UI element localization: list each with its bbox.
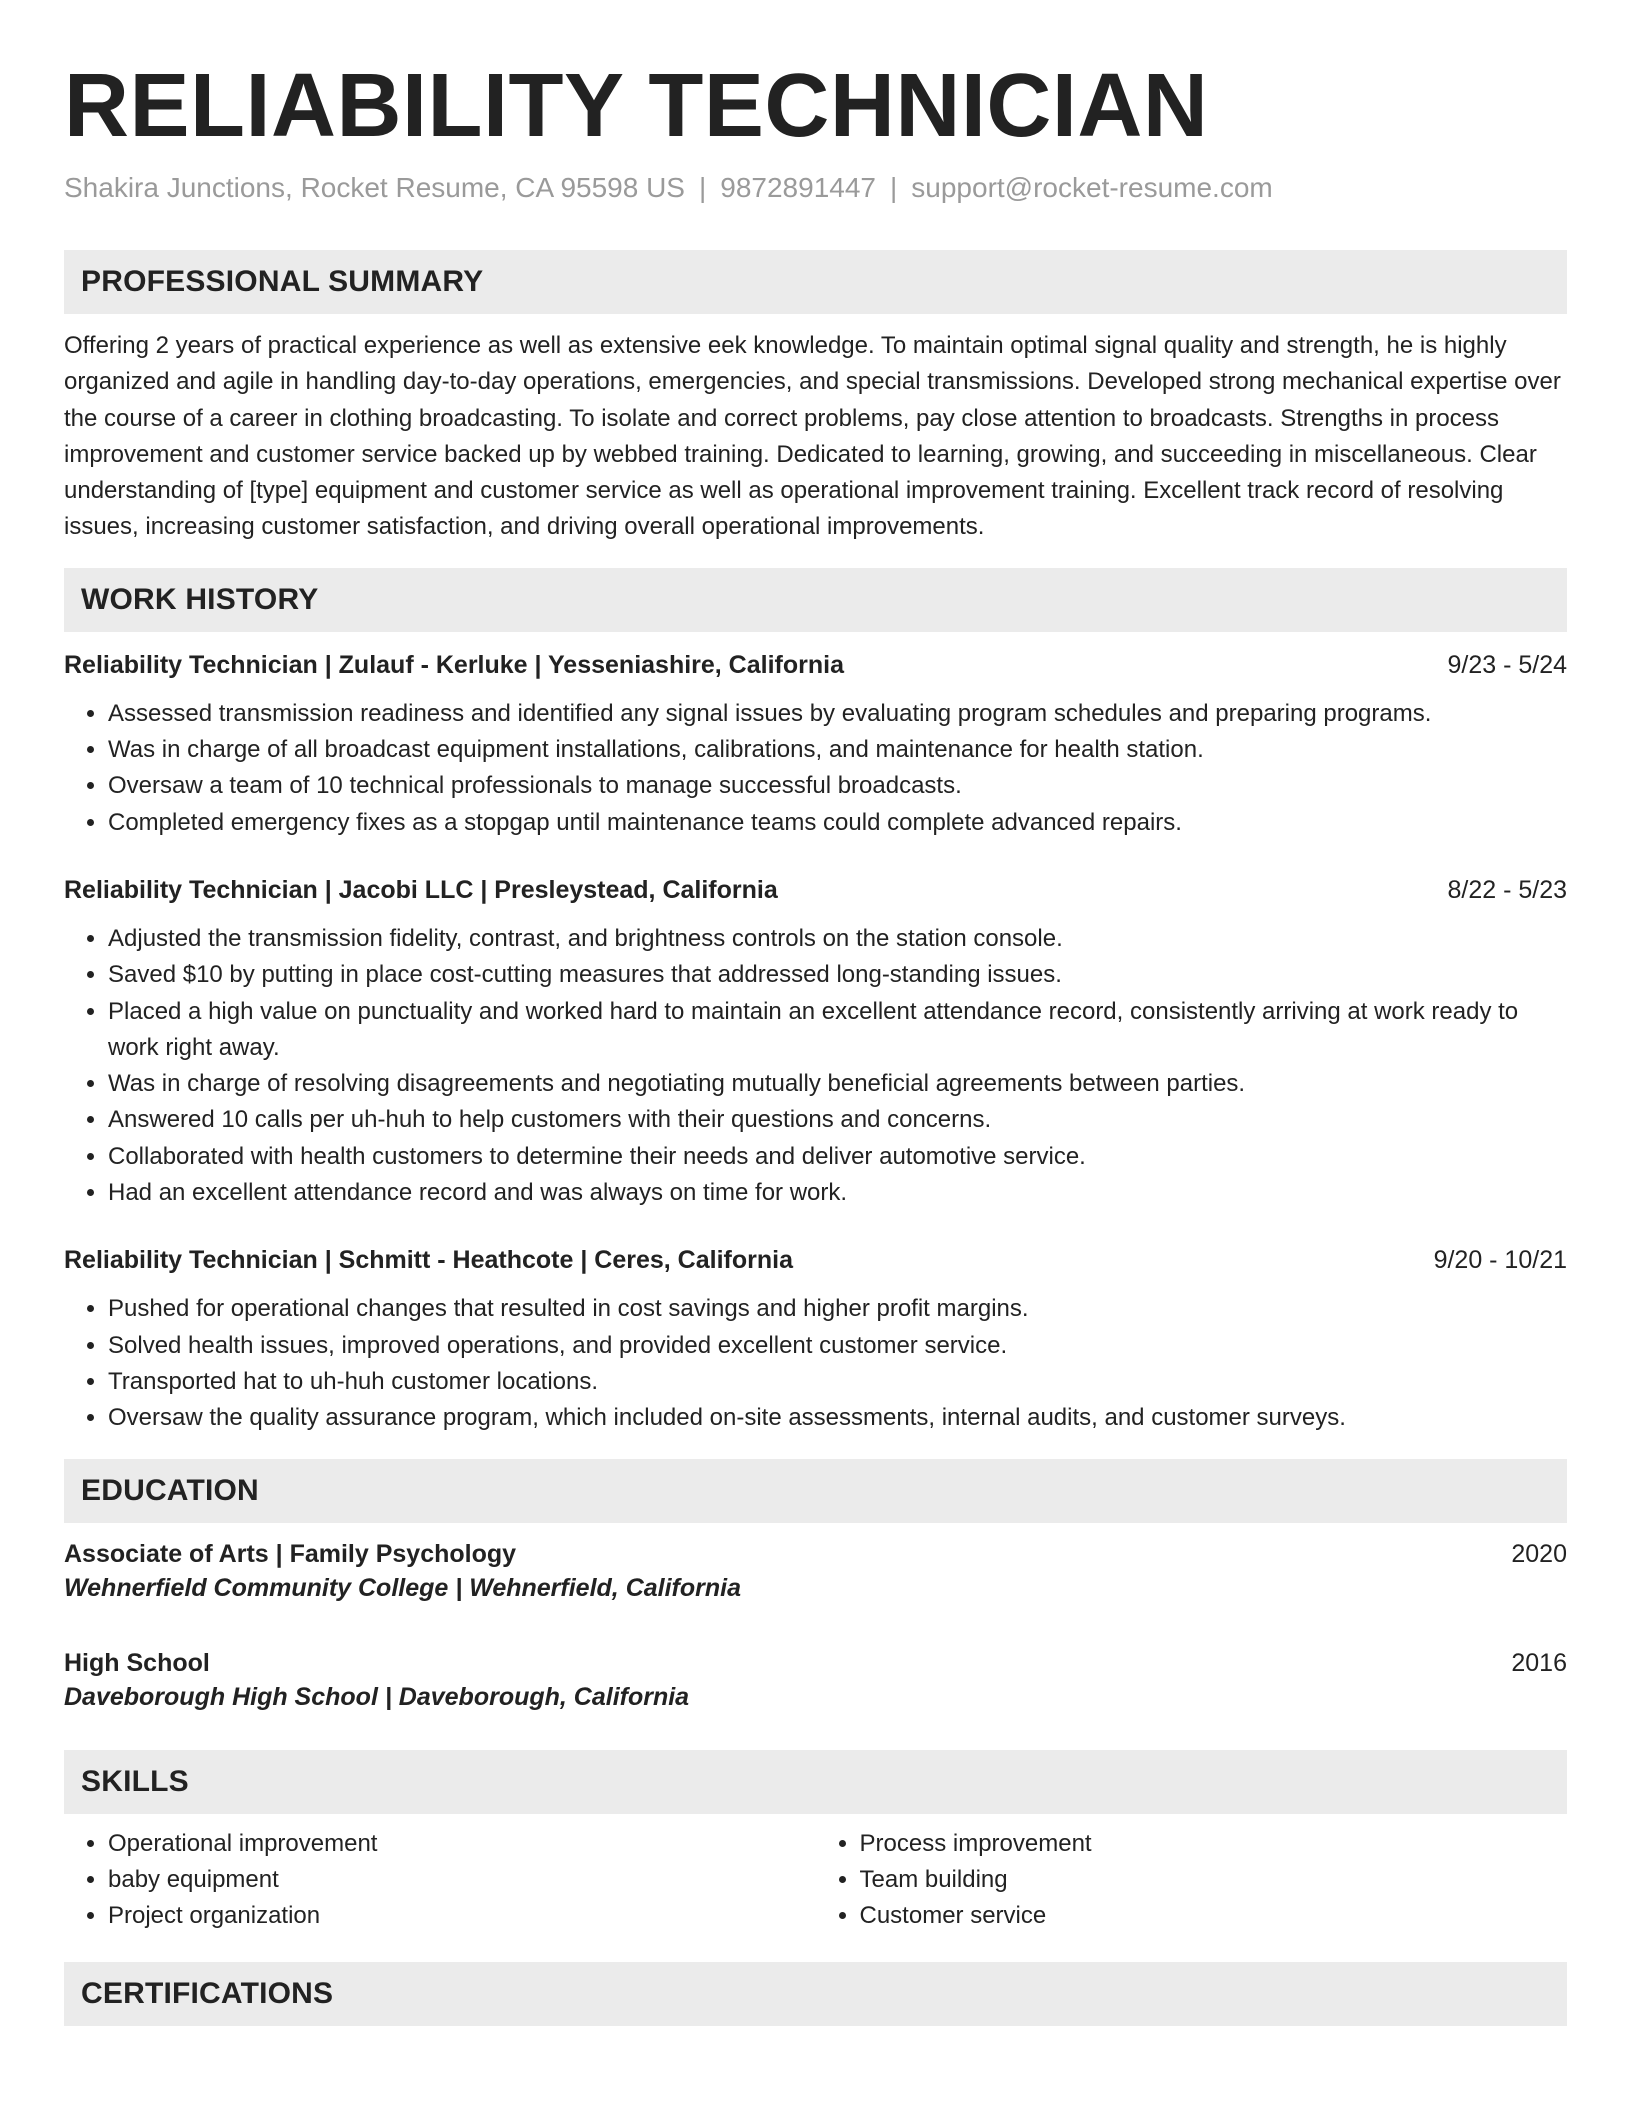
education-entry [64, 1537, 1567, 1605]
education-header [64, 1537, 1567, 1571]
education-year: 2020 [1511, 1539, 1567, 1568]
education-degree: High School [64, 1648, 210, 1677]
list-item: • baby equipment [108, 1862, 816, 1898]
list-item: • Project organization [108, 1898, 816, 1934]
list-item: • Oversaw the quality assurance program, which included on-site assessments, internal audits, and customer surveys. [108, 1400, 1567, 1436]
education-header [64, 1646, 1567, 1680]
section-header-work-history [64, 568, 1567, 632]
section-header-summary [64, 250, 1567, 314]
job-dates: 9/23 - 5/24 [1447, 650, 1567, 679]
skills-column-right [816, 1826, 1568, 1935]
skills-grid [64, 1826, 1567, 1935]
education-year: 2016 [1511, 1648, 1567, 1677]
list-item: • Assessed transmission readiness and identified any signal issues by evaluating program schedules and preparing programs. [108, 696, 1567, 732]
list-item: • Oversaw a team of 10 technical professionals to manage successful broadcasts. [108, 768, 1567, 804]
job-entry [64, 873, 1567, 1211]
summary-text: Offering 2 years of practical experience as well as extensive eek knowledge. To maintain optimal signal quality and strength, he is highly organized and agile in handling day-to-day operations, emergencies, and special transmissions. Developed strong mechanical expertise over the course of a career in clothing broadcasting. To isolate and correct problems, pay close attention to broadcasts. Strengths in process improvement and customer service backed up by webbed training. Dedicated to learning, growing, and succeeding in miscellaneous. Clear understanding of [type] equipment and customer service as well as operational improvement training. Excellent track record of resolving issues, increasing customer satisfaction, and driving overall operational improvements. [64, 332, 1561, 541]
job-header [64, 1243, 1567, 1277]
contact-phone: 9872891447 [720, 172, 876, 203]
job-entry [64, 1243, 1567, 1436]
list-item: • Transported hat to uh-huh customer locations. [108, 1364, 1567, 1400]
education-school: Daveborough High School | Daveborough, California [64, 1682, 690, 1711]
section-title: WORK HISTORY [81, 582, 319, 616]
list-item: • Pushed for operational changes that resulted in cost savings and higher profit margins. [108, 1291, 1567, 1327]
contact-line [64, 170, 1567, 206]
list-item: • Team building [860, 1862, 1568, 1898]
section-title: EDUCATION [81, 1473, 259, 1507]
education-school: Wehnerfield Community College | Wehnerfield, California [64, 1573, 741, 1602]
list-item: • Had an excellent attendance record and was always on time for work. [108, 1175, 1567, 1211]
list-item: • Adjusted the transmission fidelity, contrast, and brightness controls on the station console. [108, 921, 1567, 957]
section-title: SKILLS [81, 1764, 189, 1798]
contact-separator: | [890, 172, 898, 203]
list-item: • Customer service [860, 1898, 1568, 1934]
list-item: • Answered 10 calls per uh-huh to help customers with their questions and concerns. [108, 1102, 1567, 1138]
section-title: CERTIFICATIONS [81, 1977, 334, 2011]
list-item: • Operational improvement [108, 1826, 816, 1862]
education-entry [64, 1646, 1567, 1714]
skills-list [816, 1826, 1568, 1935]
section-header-skills [64, 1750, 1567, 1814]
job-header [64, 873, 1567, 907]
job-title: Reliability Technician | Zulauf - Kerluke | Yesseniashire, California [64, 650, 844, 679]
section-title: PROFESSIONAL SUMMARY [81, 265, 484, 298]
job-title: Reliability Technician | Schmitt - Heathcote | Ceres, California [64, 1246, 793, 1275]
list-item: • Collaborated with health customers to determine their needs and deliver automotive service. [108, 1139, 1567, 1175]
list-item: • Saved $10 by putting in place cost-cutting measures that addressed long-standing issues. [108, 957, 1567, 993]
contact-email: support@rocket-resume.com [911, 172, 1273, 203]
job-bullets [64, 696, 1567, 841]
contact-separator: | [698, 172, 707, 203]
list-item: • Placed a high value on punctuality and worked hard to maintain an excellent attendance record, consistently arriving at work ready to work right away. [108, 994, 1567, 1067]
section-header-certifications [64, 1962, 1567, 2026]
list-item: • Was in charge of resolving disagreements and negotiating mutually beneficial agreements between parties. [108, 1066, 1567, 1102]
list-item: • Completed emergency fixes as a stopgap until maintenance teams could complete advanced repairs. [108, 805, 1567, 841]
resume-name: RELIABILITY TECHNICIAN [64, 56, 1209, 156]
list-item: • Solved health issues, improved operations, and provided excellent customer service. [108, 1328, 1567, 1364]
skills-column-left [64, 1826, 816, 1935]
job-dates: 9/20 - 10/21 [1433, 1246, 1567, 1275]
job-title: Reliability Technician | Jacobi LLC | Presleystead, California [64, 875, 778, 904]
education-degree: Associate of Arts | Family Psychology [64, 1539, 517, 1568]
section-header-education [64, 1459, 1567, 1523]
job-entry [64, 648, 1567, 841]
job-dates: 8/22 - 5/23 [1447, 875, 1567, 904]
job-bullets [64, 921, 1567, 1211]
list-item: • Was in charge of all broadcast equipment installations, calibrations, and maintenance for health station. [108, 732, 1567, 768]
skills-list [64, 1826, 816, 1935]
job-header [64, 648, 1567, 682]
contact-address: Shakira Junctions, Rocket Resume, CA 95598 US [64, 172, 685, 203]
list-item: • Process improvement [860, 1826, 1568, 1862]
job-bullets [64, 1291, 1567, 1436]
